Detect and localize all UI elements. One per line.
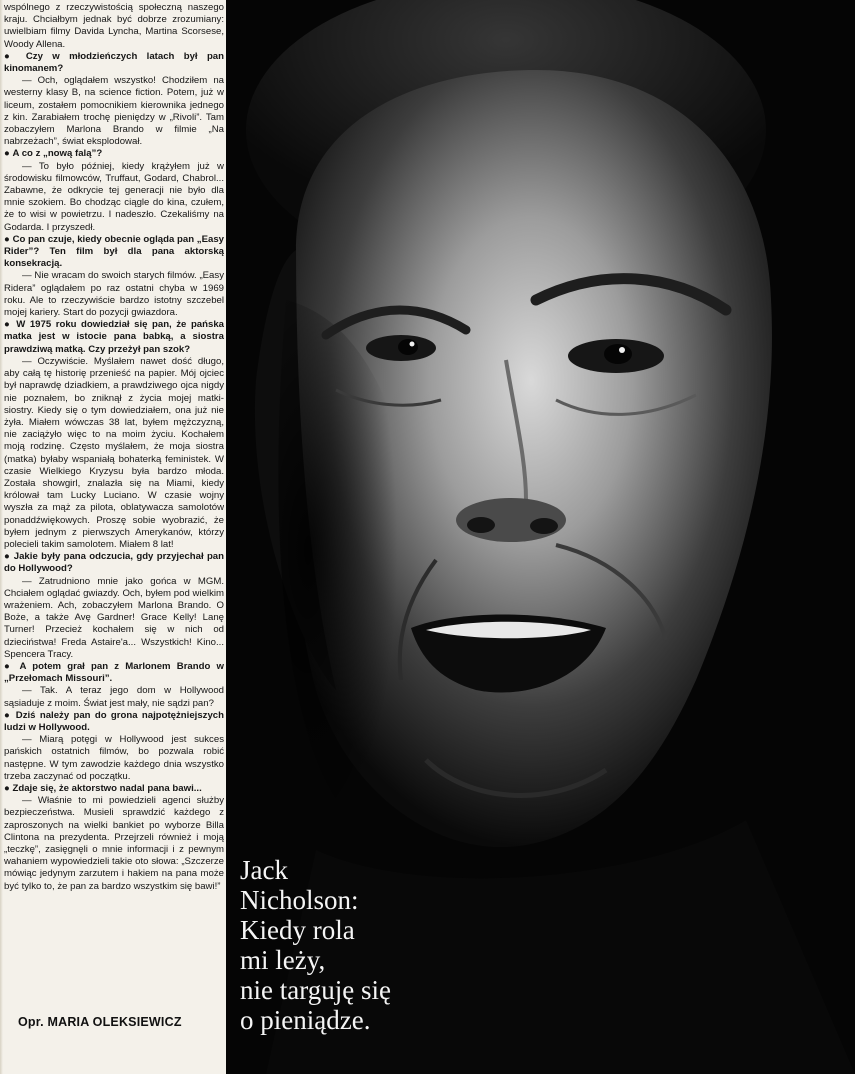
interview-question: ● Dziś należy pan do grona najpotężniejszych ludzi w Hollywood. [4, 710, 224, 734]
interview-answer: — Zatrudniono mnie jako gońca w MGM. Chciałem oglądać gwiazdy. Och, byłem pod wielkim wrażeniem. Ach, zobaczyłem Marlona Brando. O Boże, a także Avę Gardner! Grace Kelly! Lanę Turner! Przecież kochałem się w nich od dzieciństwa! Freda Astaire'a... Wszystkich! Kino... Spencera Tracy. [4, 575, 224, 660]
headline-line: nie targuję się [240, 975, 391, 1005]
headline-line: mi leży, [240, 945, 326, 975]
interview-question: ● Co pan czuje, kiedy obecnie ogląda pan „Easy Rider”? Ten film był dla pana aktorską konsekracją. [4, 234, 224, 271]
headline [240, 855, 391, 1035]
interview-question: ● Jakie były pana odczucia, gdy przyjechał pan do Hollywood? [4, 551, 224, 575]
interview-question: ● W 1975 roku dowiedział się pan, że pańska matka jest w istocie pana babką, a siostra prawdziwą matką. Czy przeżył pan szok? [4, 319, 224, 356]
interview-question: ● A co z „nową falą”? [4, 148, 224, 160]
headline-line: o pieniądze. [240, 1005, 371, 1035]
interview-answer: — Och, oglądałem wszystko! Chodziłem na westerny klasy B, na science fiction. Potem, już w liceum, zostałem pomocnikiem kierownika jednego z kin. Zarabiałem trochę pieniędzy w „Rivoli”. Tam zobaczyłem Marlona Brando w filmie „Na nabrzeżach”, świat eksplodował. [4, 75, 224, 148]
author-credit: Opr. MARIA OLEKSIEWICZ [18, 1015, 182, 1029]
interview-question: ● Czy w młodzieńczych latach był pan kinomanem? [4, 51, 224, 75]
page-edge-shadow [0, 0, 3, 1074]
interview-answer: — Tak. A teraz jego dom w Hollywood sąsiaduje z moim. Świat jest mały, nie sądzi pan? [4, 685, 224, 709]
interview-question: ● Zdaje się, że aktorstwo nadal pana bawi... [4, 783, 224, 795]
article-text-column [0, 0, 226, 1074]
interview-answer: — Miarą potęgi w Hollywood jest sukces pańskich ostatnich filmów, bo pozwala robić następne. W tym zawodzie każdego dnia wszystko trzeba zaczynać od początku. [4, 734, 224, 782]
interview-answer: — To było później, kiedy krążyłem już w środowisku filmowców, Truffaut, Godard, Chabrol... Zabawne, że odkrycie tej generacji nie było dla mnie szokiem. Bo chodząc ciągle do kina, czułem, że to wisi w powietrzu. I nadeszło. Czekaliśmy na Godarda. I przyszedł. [4, 160, 224, 233]
interview-answer: — Właśnie to mi powiedzieli agenci służby bezpieczeństwa. Musieli sprawdzić każdego z zaproszonych na wielki bankiet po wyborze Billa Clintona na prezydenta. Przejrzeli również i moją „teczkę”, zasięgnęli o mnie informacji i z pewnym wahaniem wypowiedzieli takie oto słowa: „Szczerze mówiąc jedynym zarzutem i hakiem na pana może być tylko to, że pan za bardzo wszystkim się bawi!” [4, 795, 224, 892]
headline-line: Nicholson: [240, 885, 359, 915]
interview-paragraph: wspólnego z rzeczywistością społeczną naszego kraju. Chciałbym jednak być dobrze zrozumiany: uwielbiam filmy Davida Lyncha, Martina Scorsese, Woody Allena. [4, 2, 224, 50]
interview-answer: — Oczywiście. Myślałem nawet dość długo, aby całą tę historię przenieść na papier. Mój ojciec był naprawdę dziadkiem, a prawdziwego ojca nigdy nie poznałem, bo zniknął z życia mojej matki-siostry. Kiedy się o tym dowiedziałem, ona już nie żyła. Miałem wówczas 38 lat, byłem mężczyzną, nie zaciążyło więc to na moim życiu. Kochałem moją rodzinę. Często myślałem, że moja siostra (matka) byłaby wspaniałą bohaterką feministek. W czasie Wielkiego Kryzysu była bardzo młoda. Została showgirl, znalazła się na Miami, kiedy królował tam Lucky Luciano. W czasie wojny wyszła za mąż za pilota, oblatywacza samolotów ponaddźwiękowych. Proszę sobie wyobrazić, że byłem jednym z pierwszych Amerykanów, którzy polecieli takim samolotem. Miałem 8 lat! [4, 355, 224, 550]
headline-line: Kiedy rola [240, 915, 355, 945]
headline-line: Jack [240, 855, 288, 885]
interview-question: ● A potem grał pan z Marlonem Brando w „Przełomach Missouri”. [4, 661, 224, 685]
interview-answer: — Nie wracam do swoich starych filmów. „Easy Ridera” oglądałem po raz ostatni chyba w 1969 roku. Ale to rzeczywiście bardzo istotny szczebel mojej kariery. Start do pozycji gwiazdora. [4, 270, 224, 319]
